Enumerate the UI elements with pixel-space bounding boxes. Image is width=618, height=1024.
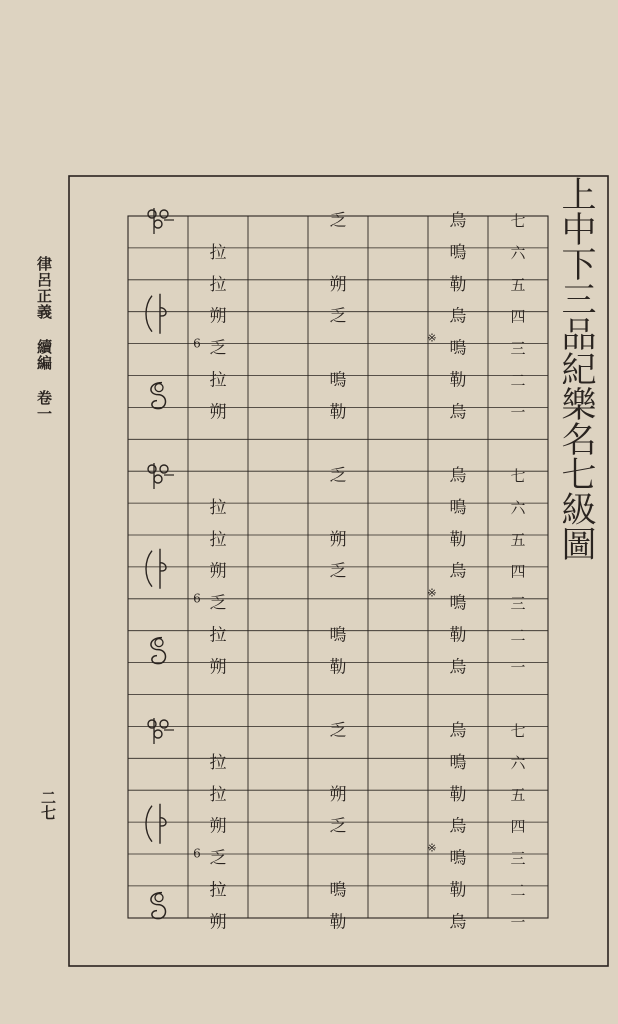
central-mark: 乏 xyxy=(329,306,347,327)
central-mark: 鳴 xyxy=(329,370,347,391)
ethnic-note: 烏 xyxy=(449,912,467,933)
g-clef-icon xyxy=(151,383,166,409)
western-note: 朔 xyxy=(209,402,227,423)
fa-clef-icon xyxy=(148,208,174,234)
ethnic-note: 勒 xyxy=(449,880,467,901)
western-note: 乏 xyxy=(209,593,227,614)
western-note: 拉 xyxy=(209,625,227,646)
western-note: 拉 xyxy=(209,242,227,263)
degree-number: 三 xyxy=(510,339,526,358)
western-note: 乏 xyxy=(209,848,227,869)
octave-marker: 6 xyxy=(193,336,201,351)
octave-marker: 6 xyxy=(193,591,201,606)
ethnic-note: 烏 xyxy=(449,721,467,741)
western-note: 朔 xyxy=(209,306,227,327)
degree-number: 四 xyxy=(510,817,526,836)
ethnic-note: 烏 xyxy=(449,306,467,327)
central-mark: 朔 xyxy=(329,529,347,550)
ethnic-note: 勒 xyxy=(449,274,467,295)
central-mark: 勒 xyxy=(329,402,347,423)
cross-mark: ※ xyxy=(427,586,437,600)
western-note: 拉 xyxy=(209,752,227,773)
degree-number: 七 xyxy=(510,467,526,485)
g-clef-icon xyxy=(151,893,166,919)
degree-number: 二 xyxy=(510,371,526,390)
western-note: 朔 xyxy=(209,816,227,837)
central-mark: 乏 xyxy=(329,211,347,231)
western-note: 朔 xyxy=(209,912,227,933)
western-note: 拉 xyxy=(209,497,227,518)
c-clef-icon xyxy=(146,804,166,844)
degree-number: 一 xyxy=(510,403,526,422)
ethnic-note: 烏 xyxy=(449,466,467,486)
cross-mark: ※ xyxy=(427,331,437,345)
degree-number: 五 xyxy=(510,530,526,549)
fa-clef-icon xyxy=(148,718,174,744)
western-note: 拉 xyxy=(209,529,227,550)
degree-number: 五 xyxy=(510,785,526,804)
ethnic-note: 鳴 xyxy=(449,338,467,359)
g-clef-icon xyxy=(151,638,166,664)
ethnic-note: 鳴 xyxy=(449,752,467,773)
ethnic-note: 鳴 xyxy=(449,848,467,869)
ethnic-note: 烏 xyxy=(449,657,467,678)
page-number: 二七 xyxy=(39,790,57,820)
western-note: 朔 xyxy=(209,657,227,678)
c-clef-icon xyxy=(146,549,166,589)
ethnic-note: 勒 xyxy=(449,529,467,550)
degree-number: 三 xyxy=(510,594,526,613)
running-head: 律呂正義 續編 卷一 xyxy=(35,256,53,422)
ethnic-note: 烏 xyxy=(449,816,467,837)
degree-number: 四 xyxy=(510,307,526,326)
central-mark: 乏 xyxy=(329,466,347,486)
degree-number: 六 xyxy=(510,243,526,262)
central-mark: 朔 xyxy=(329,274,347,295)
degree-number: 一 xyxy=(510,658,526,677)
ethnic-note: 鳴 xyxy=(449,242,467,263)
western-note: 拉 xyxy=(209,784,227,805)
western-note: 拉 xyxy=(209,880,227,901)
central-mark: 鳴 xyxy=(329,880,347,901)
c-clef-icon xyxy=(146,294,166,334)
degree-number: 三 xyxy=(510,849,526,868)
cross-mark: ※ xyxy=(427,841,437,855)
western-note: 乏 xyxy=(209,338,227,359)
central-mark: 乏 xyxy=(329,561,347,582)
degree-number: 二 xyxy=(510,626,526,645)
western-note: 拉 xyxy=(209,274,227,295)
degree-number: 七 xyxy=(510,722,526,740)
degree-number: 五 xyxy=(510,275,526,294)
central-mark: 乏 xyxy=(329,816,347,837)
ethnic-note: 鳴 xyxy=(449,593,467,614)
central-mark: 朔 xyxy=(329,784,347,805)
degree-number: 七 xyxy=(510,212,526,230)
ethnic-note: 鳴 xyxy=(449,497,467,518)
ethnic-note: 烏 xyxy=(449,561,467,582)
ethnic-note: 勒 xyxy=(449,370,467,391)
degree-number: 一 xyxy=(510,913,526,932)
western-note: 朔 xyxy=(209,561,227,582)
ethnic-note: 烏 xyxy=(449,402,467,423)
ethnic-note: 烏 xyxy=(449,211,467,231)
western-note: 拉 xyxy=(209,370,227,391)
ethnic-note: 勒 xyxy=(449,784,467,805)
fa-clef-icon xyxy=(148,463,174,489)
central-mark: 勒 xyxy=(329,912,347,933)
degree-number: 四 xyxy=(510,562,526,581)
ethnic-note: 勒 xyxy=(449,625,467,646)
central-mark: 鳴 xyxy=(329,625,347,646)
degree-number: 六 xyxy=(510,753,526,772)
central-mark: 勒 xyxy=(329,657,347,678)
central-mark: 乏 xyxy=(329,721,347,741)
degree-number: 六 xyxy=(510,498,526,517)
octave-marker: 6 xyxy=(193,846,201,861)
degree-number: 二 xyxy=(510,881,526,900)
figure-title: 上中下三品紀樂名七級圖 xyxy=(556,176,596,561)
